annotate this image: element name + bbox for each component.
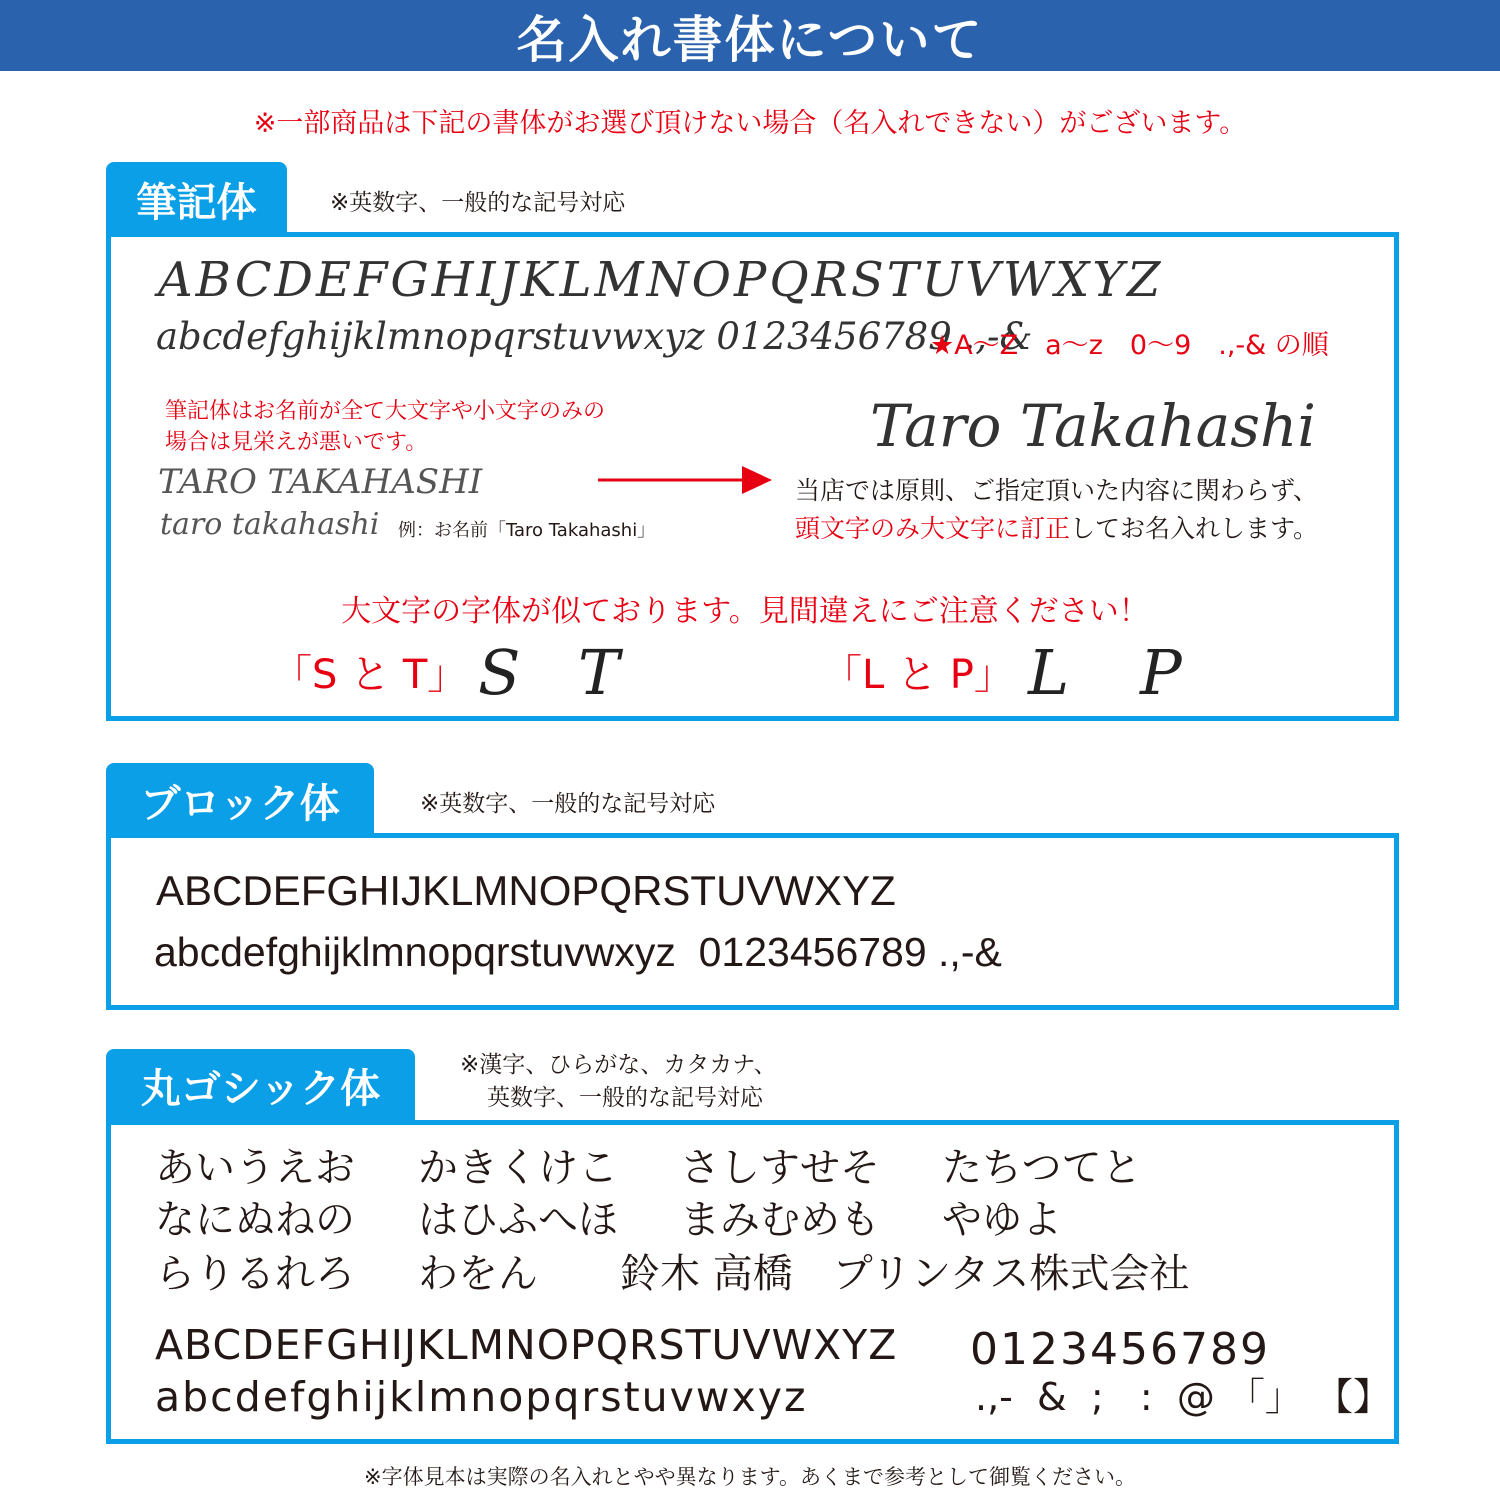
example-caption: 例：お名前「Taro Takahashi」	[398, 520, 656, 541]
warning-line-2: 場合は見栄えが悪いです。	[165, 430, 428, 455]
kana-row-3-b: わをん	[418, 1251, 538, 1297]
similar-letters-warning: 大文字の字体が似ております。見間違えにご注意ください！	[341, 594, 1149, 629]
round-note-line-2: 英数字、一般的な記号対応	[487, 1085, 763, 1111]
warning-line-1: 筆記体はお名前が全て大文字や小文字のみの	[165, 399, 606, 424]
script-letter-l: L	[1028, 636, 1070, 709]
script-uppercase: ABCDEFGHIJKLMNOPQRSTUVWXYZ	[158, 252, 1164, 308]
policy-highlight: 頭文字のみ大文字に訂正	[795, 514, 1071, 543]
round-symbols: .,- & ; : @ 「」 【】	[975, 1375, 1391, 1419]
tab-round-gothic-font: 丸ゴシック体	[106, 1049, 415, 1122]
tab-block-font: ブロック体	[106, 763, 374, 837]
kana-row-1-d: たちつてと	[942, 1145, 1142, 1191]
kana-row-3-a: らりるれろ	[155, 1251, 355, 1297]
pair-s-t-label: 「S と T」	[272, 652, 468, 698]
tab-script-font: 筆記体	[106, 162, 287, 236]
block-font-box	[106, 833, 1399, 1010]
kana-row-1-c: さしすせそ	[680, 1145, 880, 1191]
round-digits: 0123456789	[970, 1324, 1270, 1375]
script-lowercase: abcdefghijklmnopqrstuvwxyz 0123456789 .,-&	[156, 315, 1033, 358]
policy-rest: してお名入れします。	[1070, 514, 1319, 543]
page-title: 名入れ書体について	[516, 10, 984, 69]
script-letter-s: S	[478, 636, 521, 709]
block-lowercase: abcdefghijklmnopqrstuvwxyz 0123456789 .,-&	[154, 929, 1002, 975]
script-note: ※英数字、一般的な記号対応	[330, 190, 626, 216]
kana-row-2-c: まみむめも	[680, 1197, 880, 1243]
kana-row-2-a: なにぬねの	[155, 1197, 355, 1243]
footer-note: ※字体見本は実際の名入れとやや異なります。あくまで参考として御覧ください。	[364, 1465, 1136, 1489]
policy-line-1: 当店では原則、ご指定頂いた内容に関わらず、	[795, 476, 1319, 505]
pair-l-p-label: 「L と P」	[822, 652, 1014, 698]
round-uppercase: ABCDEFGHIJKLMNOPQRSTUVWXYZ	[155, 1321, 898, 1369]
script-letter-p: P	[1140, 636, 1182, 709]
arrow-right-icon	[596, 464, 774, 496]
kana-row-2-b: はひふへほ	[418, 1197, 618, 1243]
round-lowercase: abcdefghijklmnopqrstuvwxyz	[155, 1373, 808, 1421]
kana-row-2-d: やゆよ	[942, 1197, 1062, 1243]
kana-row-1-b: かきくけこ	[418, 1145, 618, 1191]
block-note: ※英数字、一般的な記号対応	[420, 791, 716, 817]
block-uppercase: ABCDEFGHIJKLMNOPQRSTUVWXYZ	[156, 867, 896, 914]
kana-row-3-c: 鈴木 高橋 プリンタス株式会社	[620, 1251, 1190, 1297]
bad-example-lower: taro takahashi	[160, 507, 380, 542]
script-letter-t: T	[578, 636, 620, 709]
notice: ※一部商品は下記の書体がお選び頂けない場合（名入れできない）がございます。	[253, 108, 1247, 139]
correct-name-example: Taro Takahashi	[870, 392, 1316, 460]
kana-row-1-a: あいうえお	[155, 1145, 355, 1191]
policy-line-2	[795, 516, 1318, 541]
round-note-line-1: ※漢字、ひらがな、カタカナ、	[460, 1052, 777, 1078]
page-header	[0, 0, 1500, 71]
order-note: ★A〜Z a〜z 0〜9 .,-& の順	[930, 330, 1329, 361]
bad-example-upper: TARO TAKAHASHI	[158, 462, 483, 502]
